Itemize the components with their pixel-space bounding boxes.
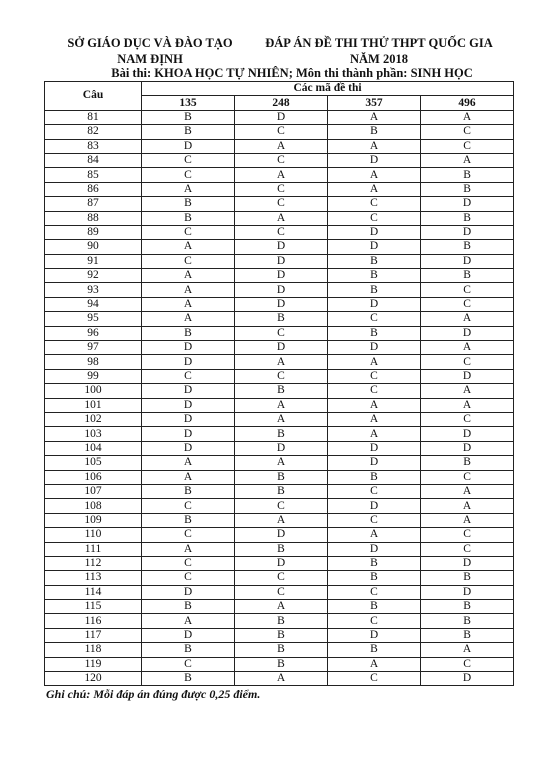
table-row — [45, 168, 514, 182]
answer-cell: C — [328, 614, 421, 628]
answer-cell: C — [421, 297, 514, 311]
answer-cell: B — [328, 470, 421, 484]
table-row — [45, 499, 514, 513]
question-number-cell: 117 — [45, 628, 142, 642]
answer-cell: B — [235, 384, 328, 398]
question-number-cell: 118 — [45, 643, 142, 657]
answer-cell: D — [328, 499, 421, 513]
answer-cell: A — [142, 470, 235, 484]
table-row — [45, 672, 514, 686]
question-number-cell: 94 — [45, 297, 142, 311]
table-row — [45, 153, 514, 167]
answer-cell: B — [142, 197, 235, 211]
table-row — [45, 556, 514, 570]
answer-cell: B — [328, 254, 421, 268]
question-number-cell: 105 — [45, 456, 142, 470]
answer-cell: D — [421, 369, 514, 383]
table-row — [45, 628, 514, 642]
question-number-cell: 106 — [45, 470, 142, 484]
table-row — [45, 643, 514, 657]
answer-cell: D — [328, 297, 421, 311]
table-row — [45, 369, 514, 383]
answer-cell: B — [328, 326, 421, 340]
table-row — [45, 225, 514, 239]
answer-cell: A — [142, 283, 235, 297]
table-row — [45, 513, 514, 527]
answer-cell: B — [235, 427, 328, 441]
question-number-cell: 82 — [45, 125, 142, 139]
answer-cell: C — [421, 412, 514, 426]
answer-cell: A — [142, 240, 235, 254]
answer-cell: B — [421, 182, 514, 196]
answer-cell: C — [235, 197, 328, 211]
answer-cell: A — [328, 168, 421, 182]
answer-cell: C — [421, 125, 514, 139]
answer-cell: C — [328, 312, 421, 326]
question-number-cell: 119 — [45, 657, 142, 671]
answer-cell: B — [421, 571, 514, 585]
answer-cell: C — [235, 225, 328, 239]
answer-cell: C — [421, 528, 514, 542]
answer-cell: D — [328, 456, 421, 470]
question-number-cell: 101 — [45, 398, 142, 412]
question-number-cell: 102 — [45, 412, 142, 426]
question-number-cell: 112 — [45, 556, 142, 570]
answer-cell: A — [421, 384, 514, 398]
answer-cell: B — [421, 600, 514, 614]
answer-cell: A — [328, 657, 421, 671]
answer-cell: C — [328, 369, 421, 383]
answer-cell: C — [142, 499, 235, 513]
answer-cell: B — [328, 600, 421, 614]
answer-cell: A — [421, 513, 514, 527]
answer-cell: C — [421, 657, 514, 671]
table-row — [45, 269, 514, 283]
answer-cell: D — [421, 254, 514, 268]
answer-cell: B — [235, 542, 328, 556]
table-row — [45, 197, 514, 211]
answer-cell: D — [235, 341, 328, 355]
exam-codes-header: Các mã đề thi — [142, 82, 514, 96]
answer-cell: C — [328, 484, 421, 498]
table-row — [45, 398, 514, 412]
answer-cell: D — [235, 528, 328, 542]
answer-cell: D — [421, 427, 514, 441]
answer-cell: A — [421, 499, 514, 513]
answer-cell: A — [328, 355, 421, 369]
table-row — [45, 355, 514, 369]
department-name: SỞ GIÁO DỤC VÀ ĐÀO TẠO — [67, 36, 233, 50]
answer-cell: A — [142, 269, 235, 283]
table-row — [45, 110, 514, 124]
table-row — [45, 297, 514, 311]
answer-cell: D — [235, 269, 328, 283]
answer-cell: D — [328, 628, 421, 642]
answer-cell: B — [421, 168, 514, 182]
answer-cell: C — [142, 657, 235, 671]
footnote: Ghi chú: Mỗi đáp án đúng được 0,25 điểm. — [46, 687, 261, 701]
answer-cell: D — [235, 441, 328, 455]
table-row — [45, 456, 514, 470]
answer-cell: D — [142, 139, 235, 153]
table-row — [45, 211, 514, 225]
question-number-cell: 84 — [45, 153, 142, 167]
answer-cell: C — [142, 168, 235, 182]
answer-cell: B — [421, 456, 514, 470]
answer-cell: C — [235, 125, 328, 139]
answer-cell: D — [421, 672, 514, 686]
answer-key-table — [44, 81, 514, 686]
answer-cell: C — [421, 283, 514, 297]
question-number-cell: 100 — [45, 384, 142, 398]
answer-cell: A — [235, 672, 328, 686]
question-number-cell: 89 — [45, 225, 142, 239]
answer-cell: D — [328, 542, 421, 556]
question-number-cell: 93 — [45, 283, 142, 297]
answer-cell: D — [142, 355, 235, 369]
answer-cell: B — [421, 614, 514, 628]
answer-cell: D — [328, 153, 421, 167]
answer-cell: B — [235, 614, 328, 628]
answer-cell: D — [235, 297, 328, 311]
table-row — [45, 614, 514, 628]
answer-cell: C — [142, 153, 235, 167]
answer-rows — [45, 110, 514, 686]
table-row — [45, 283, 514, 297]
answer-cell: D — [142, 427, 235, 441]
answer-cell: B — [142, 600, 235, 614]
question-number-cell: 110 — [45, 528, 142, 542]
answer-cell: D — [142, 441, 235, 455]
answer-cell: B — [235, 484, 328, 498]
answer-cell: D — [142, 585, 235, 599]
answer-cell: C — [142, 254, 235, 268]
table-row — [45, 427, 514, 441]
answer-cell: C — [328, 513, 421, 527]
answer-cell: C — [235, 369, 328, 383]
question-number-cell: 96 — [45, 326, 142, 340]
question-number-cell: 81 — [45, 110, 142, 124]
answer-cell: C — [235, 585, 328, 599]
answer-cell: C — [235, 182, 328, 196]
question-number-cell: 104 — [45, 441, 142, 455]
table-row — [45, 528, 514, 542]
answer-cell: A — [235, 513, 328, 527]
answer-cell: A — [328, 139, 421, 153]
table-row — [45, 470, 514, 484]
answer-cell: A — [235, 139, 328, 153]
answer-cell: A — [142, 182, 235, 196]
answer-cell: C — [235, 499, 328, 513]
subject-line: Bài thi: KHOA HỌC TỰ NHIÊN; Môn thi thành phần: SINH HỌC — [111, 66, 473, 80]
answer-cell: B — [328, 571, 421, 585]
table-row — [45, 484, 514, 498]
question-number-cell: 107 — [45, 484, 142, 498]
answer-cell: D — [235, 556, 328, 570]
table-row — [45, 657, 514, 671]
question-number-cell: 85 — [45, 168, 142, 182]
table-row — [45, 341, 514, 355]
answer-cell: A — [142, 456, 235, 470]
table-row — [45, 139, 514, 153]
question-number-cell: 95 — [45, 312, 142, 326]
question-number-cell: 92 — [45, 269, 142, 283]
answer-cell: C — [142, 528, 235, 542]
answer-cell: B — [328, 269, 421, 283]
answer-cell: A — [328, 182, 421, 196]
question-number-cell: 91 — [45, 254, 142, 268]
question-number-cell: 115 — [45, 600, 142, 614]
exam-code-header: 135 — [142, 96, 235, 110]
answer-cell: B — [142, 125, 235, 139]
question-number-cell: 111 — [45, 542, 142, 556]
answer-cell: B — [421, 269, 514, 283]
answer-cell: B — [328, 283, 421, 297]
answer-cell: A — [328, 412, 421, 426]
table-row — [45, 585, 514, 599]
table-row — [45, 240, 514, 254]
answer-cell: C — [235, 571, 328, 585]
answer-cell: C — [142, 571, 235, 585]
answer-cell: D — [235, 283, 328, 297]
answer-cell: C — [328, 585, 421, 599]
answer-cell: D — [142, 398, 235, 412]
answer-cell: A — [328, 528, 421, 542]
answer-cell: C — [421, 139, 514, 153]
question-number-cell: 114 — [45, 585, 142, 599]
answer-cell: B — [142, 643, 235, 657]
answer-cell: B — [142, 110, 235, 124]
answer-cell: D — [235, 110, 328, 124]
answer-cell: A — [421, 110, 514, 124]
answer-cell: A — [235, 600, 328, 614]
answer-cell: B — [328, 643, 421, 657]
answer-cell: D — [421, 556, 514, 570]
question-number-cell: 116 — [45, 614, 142, 628]
answer-cell: D — [235, 254, 328, 268]
question-number-cell: 108 — [45, 499, 142, 513]
answer-cell: C — [235, 153, 328, 167]
answer-cell: D — [328, 441, 421, 455]
table-row — [45, 542, 514, 556]
question-number-cell: 99 — [45, 369, 142, 383]
province-name: NAM ĐỊNH — [117, 52, 183, 66]
answer-cell: D — [421, 585, 514, 599]
answer-cell: C — [421, 355, 514, 369]
answer-cell: A — [235, 168, 328, 182]
answer-cell: D — [328, 225, 421, 239]
table-row — [45, 412, 514, 426]
question-number-cell: 88 — [45, 211, 142, 225]
answer-cell: B — [235, 312, 328, 326]
answer-cell: A — [421, 341, 514, 355]
answer-cell: A — [421, 153, 514, 167]
answer-cell: C — [142, 225, 235, 239]
answer-cell: C — [421, 542, 514, 556]
exam-code-header: 248 — [235, 96, 328, 110]
table-row — [45, 182, 514, 196]
answer-cell: B — [421, 240, 514, 254]
answer-cell: C — [328, 211, 421, 225]
question-number-cell: 90 — [45, 240, 142, 254]
table-row — [45, 326, 514, 340]
answer-cell: A — [421, 312, 514, 326]
table-row — [45, 600, 514, 614]
table-row — [45, 254, 514, 268]
answer-cell: A — [421, 484, 514, 498]
answer-cell: B — [235, 470, 328, 484]
answer-cell: C — [142, 556, 235, 570]
answer-cell: B — [142, 211, 235, 225]
question-number-cell: 109 — [45, 513, 142, 527]
answer-cell: C — [328, 672, 421, 686]
question-number-cell: 87 — [45, 197, 142, 211]
answer-cell: B — [235, 643, 328, 657]
answer-cell: D — [142, 412, 235, 426]
question-number-cell: 120 — [45, 672, 142, 686]
table-row — [45, 312, 514, 326]
document-title: ĐÁP ÁN ĐỀ THI THỬ THPT QUỐC GIA — [265, 36, 493, 50]
exam-code-header: 496 — [421, 96, 514, 110]
answer-cell: A — [235, 412, 328, 426]
table-row — [45, 125, 514, 139]
answer-cell: A — [142, 312, 235, 326]
answer-cell: C — [328, 384, 421, 398]
answer-cell: A — [328, 427, 421, 441]
table-row — [45, 571, 514, 585]
answer-cell: A — [142, 542, 235, 556]
answer-cell: D — [142, 384, 235, 398]
answer-cell: D — [421, 326, 514, 340]
answer-cell: A — [328, 110, 421, 124]
answer-cell: A — [421, 398, 514, 412]
answer-cell: C — [421, 470, 514, 484]
answer-cell: B — [142, 484, 235, 498]
answer-cell: B — [421, 628, 514, 642]
answer-cell: C — [235, 326, 328, 340]
answer-cell: D — [421, 197, 514, 211]
answer-cell: D — [142, 628, 235, 642]
document-year: NĂM 2018 — [350, 52, 408, 66]
answer-cell: A — [421, 643, 514, 657]
answer-cell: D — [235, 240, 328, 254]
answer-cell: B — [142, 326, 235, 340]
answer-cell: C — [328, 197, 421, 211]
question-number-cell: 83 — [45, 139, 142, 153]
answer-cell: A — [142, 297, 235, 311]
question-column-header: Câu — [45, 82, 142, 111]
answer-cell: D — [328, 240, 421, 254]
answer-cell: D — [142, 341, 235, 355]
answer-cell: D — [328, 341, 421, 355]
answer-cell: B — [328, 125, 421, 139]
answer-cell: B — [142, 513, 235, 527]
answer-cell: D — [421, 441, 514, 455]
question-number-cell: 103 — [45, 427, 142, 441]
answer-cell: B — [328, 556, 421, 570]
answer-cell: A — [328, 398, 421, 412]
table-row — [45, 384, 514, 398]
answer-cell: A — [235, 211, 328, 225]
answer-cell: C — [142, 369, 235, 383]
question-number-cell: 97 — [45, 341, 142, 355]
answer-cell: A — [235, 355, 328, 369]
exam-code-header: 357 — [328, 96, 421, 110]
answer-cell: D — [421, 225, 514, 239]
answer-cell: A — [235, 456, 328, 470]
answer-cell: A — [235, 398, 328, 412]
answer-cell: B — [421, 211, 514, 225]
answer-cell: B — [142, 672, 235, 686]
answer-cell: B — [235, 628, 328, 642]
answer-cell: A — [142, 614, 235, 628]
table-row — [45, 441, 514, 455]
question-number-cell: 86 — [45, 182, 142, 196]
question-number-cell: 113 — [45, 571, 142, 585]
answer-cell: B — [235, 657, 328, 671]
question-number-cell: 98 — [45, 355, 142, 369]
